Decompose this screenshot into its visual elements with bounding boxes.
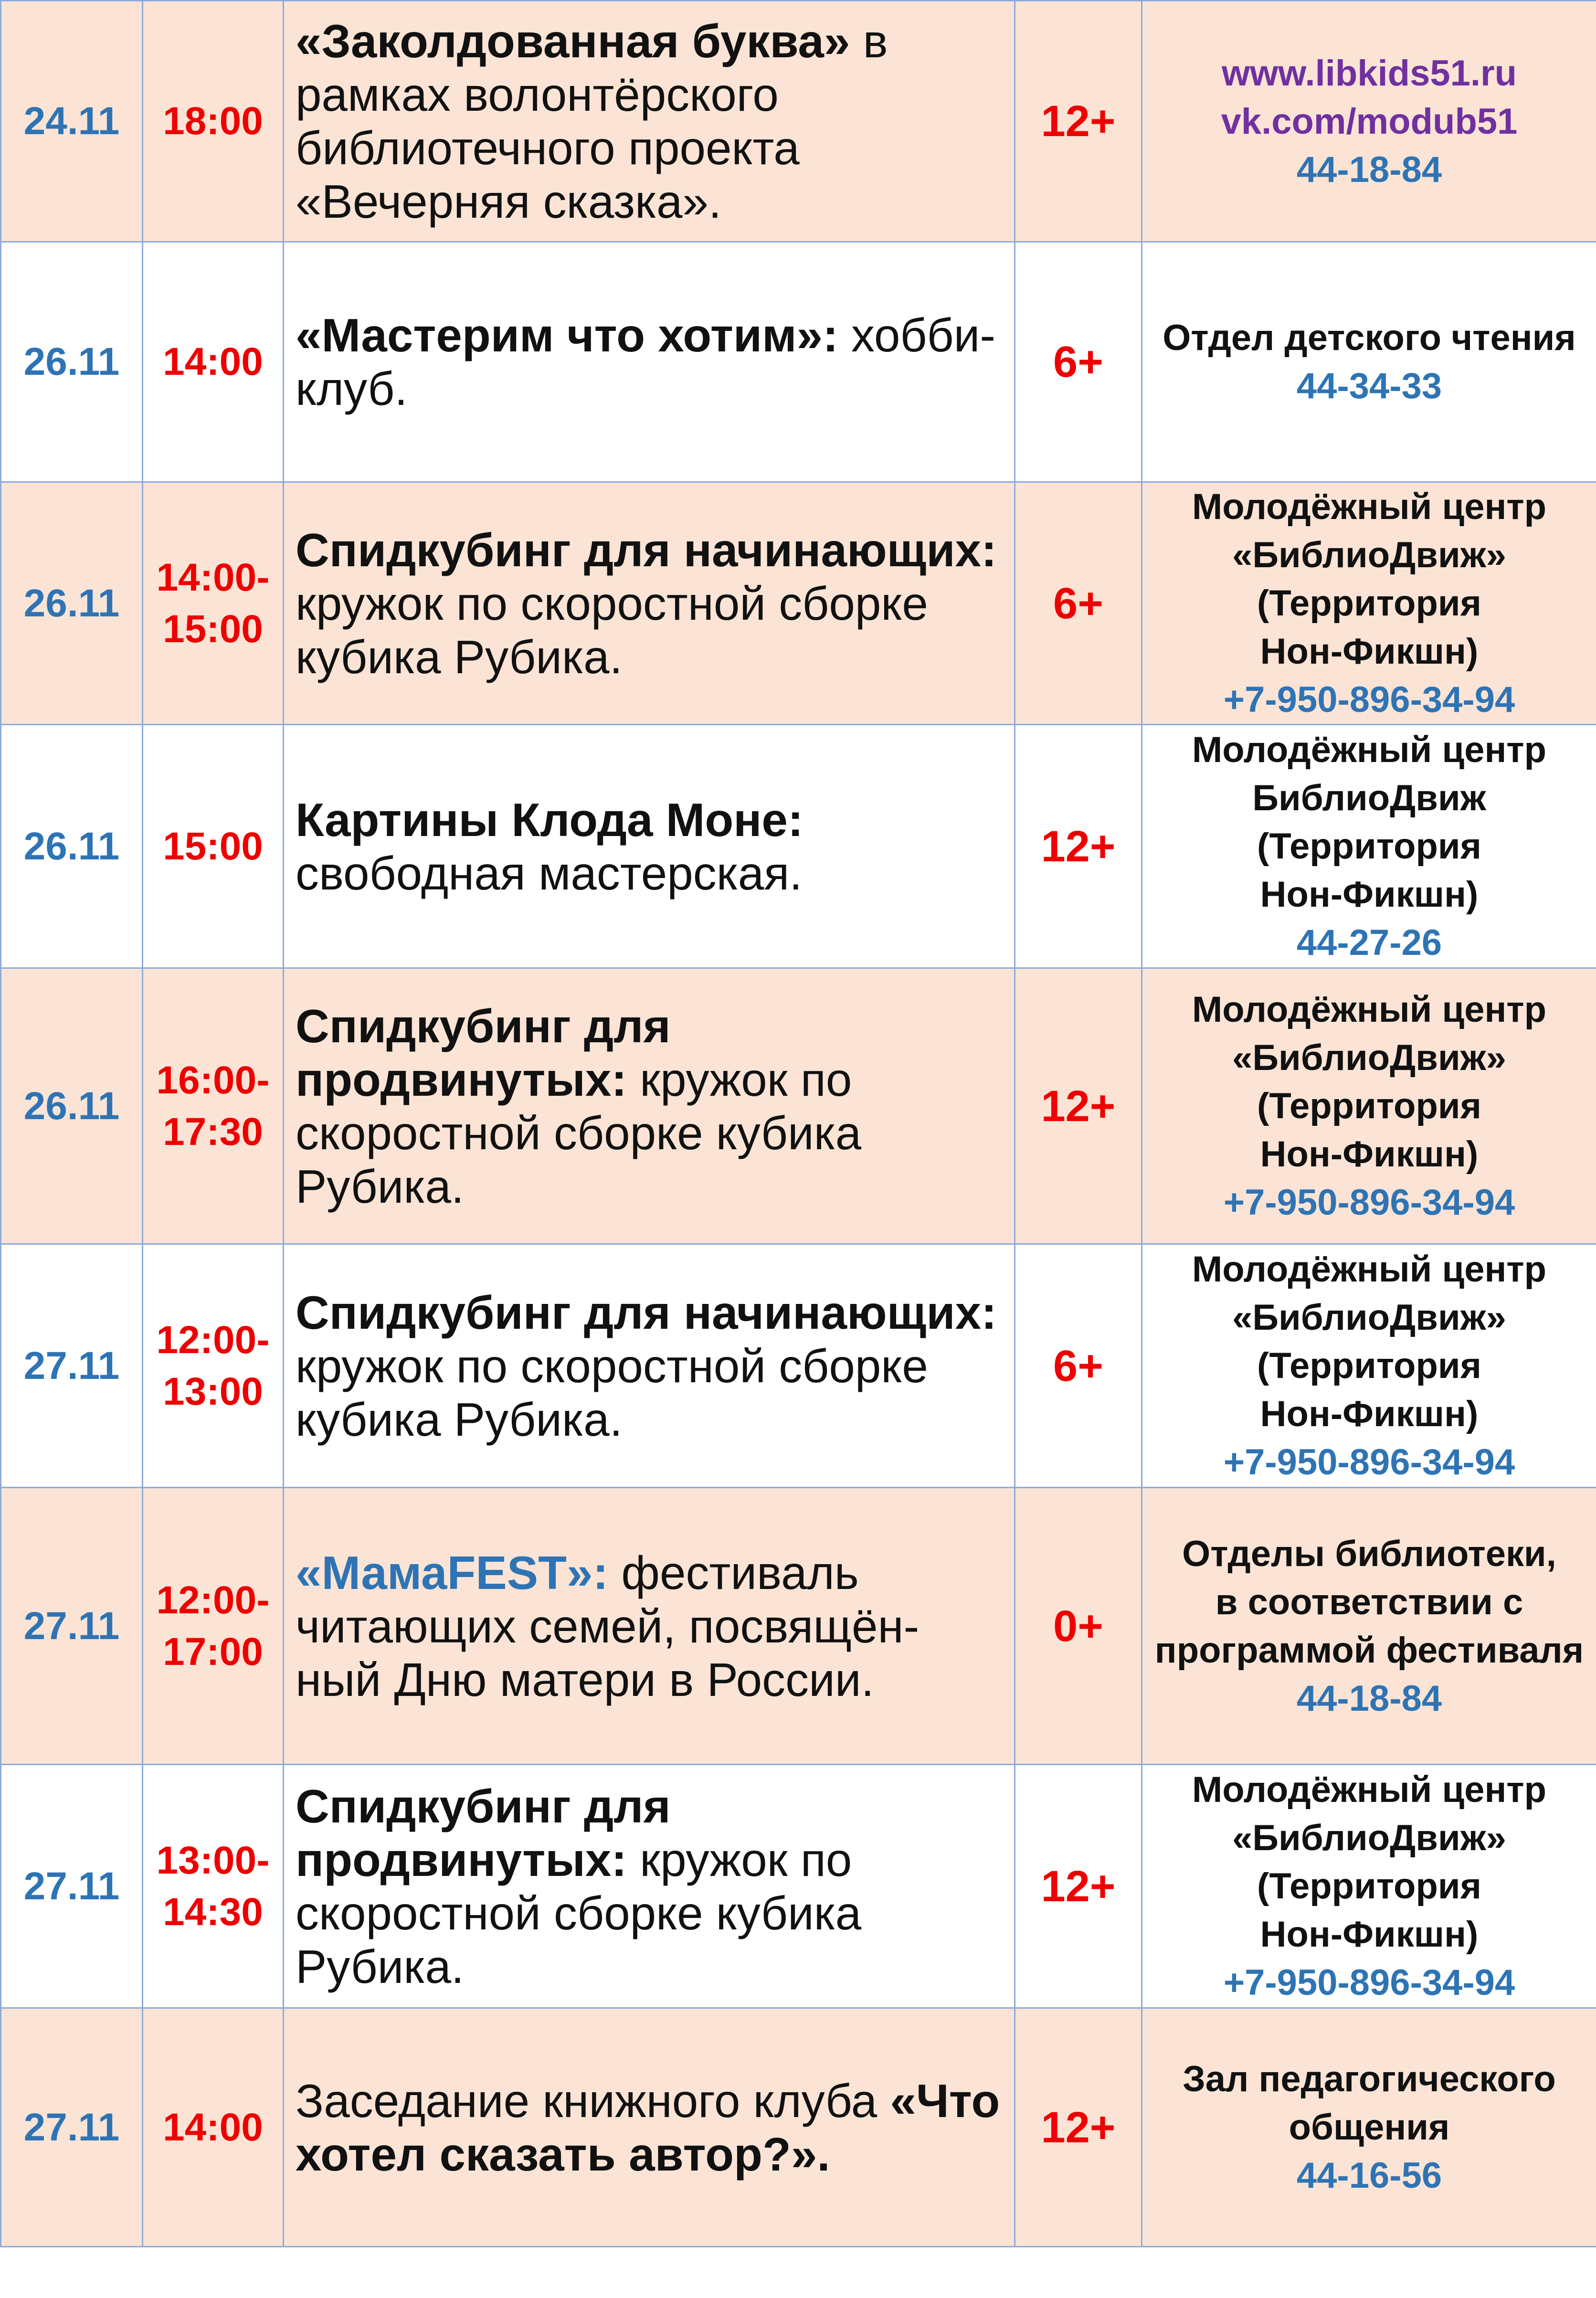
- description-cell: [284, 242, 1015, 482]
- event-time: 18:00: [163, 99, 263, 143]
- age-cell: [1015, 1765, 1142, 2008]
- contact-org-line: Молодёжный центр: [1192, 1769, 1547, 1810]
- website-link[interactable]: www.libkids51.ru: [1221, 53, 1517, 94]
- contact-cell: [1142, 1, 1596, 242]
- description-cell: [284, 1765, 1015, 2008]
- contact-org-line: Молодёжный центр: [1192, 1249, 1547, 1290]
- contact-phone: +7-950-896-34-94: [1223, 1962, 1515, 2003]
- description-cell: [284, 725, 1015, 968]
- event-details: кружок по скоростной сборке кубика Рубика.: [296, 1833, 862, 1993]
- contact-org-line: Отделы библиотеки,: [1182, 1533, 1556, 1574]
- age-rating: 12+: [1041, 822, 1116, 871]
- event-title: «Заколдованная буква»: [296, 15, 850, 67]
- contact-org-line: Нон-Фикшн): [1260, 631, 1479, 672]
- event-time: 15:00: [163, 824, 263, 868]
- event-time-start: 13:00-: [156, 1838, 270, 1882]
- event-time: 14:00: [163, 2105, 263, 2149]
- contact-cell: [1142, 725, 1596, 968]
- event-date: 27.11: [23, 1344, 120, 1387]
- contact-cell: [1142, 482, 1596, 725]
- contact-phone: +7-950-896-34-94: [1223, 1182, 1515, 1223]
- description-cell: [284, 1, 1015, 242]
- contact-org-line: Нон-Фикшн): [1260, 1914, 1479, 1955]
- age-rating: 0+: [1053, 1601, 1103, 1651]
- age-rating: 12+: [1041, 97, 1116, 146]
- event-description: [284, 1286, 1014, 1446]
- date-cell: [1, 1765, 143, 2008]
- event-description: [284, 14, 1014, 228]
- event-time-end: 15:00: [163, 607, 263, 651]
- event-date: 27.11: [23, 2105, 120, 2149]
- event-time-end: 14:30: [163, 1890, 263, 1934]
- age-cell: [1015, 1, 1142, 242]
- contact-org-line: Зал педагогического: [1183, 2059, 1556, 2099]
- contact-org-line: программой фестиваля: [1154, 1630, 1584, 1671]
- contact-org-line: (Территория: [1257, 1086, 1481, 1126]
- age-cell: [1015, 482, 1142, 725]
- event-date: 24.11: [23, 99, 120, 143]
- date-cell: [1, 1488, 143, 1765]
- age-cell: [1015, 968, 1142, 1244]
- contact-org-line: (Территория: [1257, 1866, 1481, 1906]
- contact-org-line: «БиблиоДвиж»: [1232, 535, 1506, 575]
- event-details: Заседание книжного клуба: [296, 2074, 890, 2127]
- table-row: [1, 482, 1596, 725]
- age-rating: 6+: [1053, 579, 1103, 628]
- table-row: [1, 968, 1596, 1244]
- event-title: Спидкубинг для начинающих:: [296, 1286, 997, 1339]
- contact-org-line: Нон-Фикшн): [1260, 874, 1479, 915]
- event-description: [284, 2074, 1014, 2181]
- time-cell: [143, 2008, 284, 2247]
- contact-org-line: (Территория: [1257, 1345, 1481, 1386]
- table-row: [1, 725, 1596, 968]
- contact-org-line: БиблиоДвиж: [1252, 778, 1486, 818]
- event-time-start: 14:00-: [156, 555, 270, 599]
- event-time: 14:00: [163, 340, 263, 383]
- age-rating: 6+: [1053, 338, 1103, 386]
- event-details: кружок по скоростной сборке кубика Рубика.: [296, 577, 928, 683]
- age-cell: [1015, 242, 1142, 482]
- event-date: 26.11: [23, 824, 120, 868]
- time-cell: [143, 725, 284, 968]
- time-cell: [143, 1765, 284, 2008]
- table-row: [1, 1244, 1596, 1488]
- event-title: «Что хотел сказать автор?».: [296, 2074, 1000, 2181]
- event-details: хобби-клуб.: [296, 309, 995, 415]
- contact-org-line: (Территория: [1257, 583, 1481, 624]
- event-time-start: 12:00-: [156, 1318, 270, 1362]
- date-cell: [1, 2008, 143, 2247]
- contact-org-line: общения: [1289, 2107, 1450, 2148]
- contact-org-line: Отдел детского чтения: [1163, 318, 1576, 358]
- date-cell: [1, 725, 143, 968]
- contact-phone: +7-950-896-34-94: [1223, 679, 1515, 720]
- contact-org-line: Молодёжный центр: [1192, 989, 1547, 1030]
- event-title: «МамаFEST»:: [296, 1546, 609, 1599]
- contact-cell: [1142, 242, 1596, 482]
- contact-cell: [1142, 1765, 1596, 2008]
- event-details: в рамках волонтёрского библиотечного проекта «Вечерняя сказка».: [296, 15, 888, 228]
- event-title: Спидкубинг для продвинутых:: [296, 999, 671, 1106]
- table-row: [1, 1488, 1596, 1765]
- table-row: [1, 1, 1596, 242]
- event-description: [284, 1779, 1014, 1993]
- event-description: [284, 308, 1014, 415]
- event-date: 26.11: [23, 1084, 120, 1128]
- event-time-end: 13:00: [163, 1369, 263, 1413]
- time-cell: [143, 1244, 284, 1488]
- time-cell: [143, 242, 284, 482]
- time-cell: [143, 482, 284, 725]
- contact-phone: 44-27-26: [1296, 922, 1442, 963]
- age-rating: 12+: [1041, 2103, 1116, 2152]
- description-cell: [284, 968, 1015, 1244]
- age-cell: [1015, 2008, 1142, 2247]
- contact-org-line: «БиблиоДвиж»: [1232, 1038, 1506, 1078]
- contact-org-line: Нон-Фикшн): [1260, 1394, 1479, 1434]
- contact-phone: 44-34-33: [1296, 366, 1442, 406]
- events-schedule-body: [1, 1, 1596, 2247]
- contact-org-line: «БиблиоДвиж»: [1232, 1297, 1506, 1338]
- contact-org-line: «БиблиоДвиж»: [1232, 1818, 1506, 1858]
- event-title: «Мастерим что хотим»:: [296, 309, 838, 361]
- time-cell: [143, 1, 284, 242]
- contact-cell: [1142, 2008, 1596, 2247]
- table-row: [1, 2008, 1596, 2247]
- event-details: свободная мастерская.: [296, 847, 803, 900]
- time-cell: [143, 1488, 284, 1765]
- event-time-start: 12:00-: [156, 1578, 270, 1622]
- contact-org-line: Молодёжный центр: [1192, 487, 1547, 527]
- contact-org-line: Нон-Фикшн): [1260, 1134, 1479, 1175]
- contact-org-line: (Территория: [1257, 826, 1481, 867]
- description-cell: [284, 482, 1015, 725]
- event-time-start: 16:00-: [156, 1058, 270, 1102]
- event-description: [284, 1546, 1014, 1706]
- date-cell: [1, 1244, 143, 1488]
- contact-cell: [1142, 968, 1596, 1244]
- event-date: 26.11: [23, 581, 120, 625]
- contact-cell: [1142, 1488, 1596, 1765]
- event-description: [284, 793, 1014, 900]
- age-cell: [1015, 1244, 1142, 1488]
- description-cell: [284, 1244, 1015, 1488]
- age-rating: 6+: [1053, 1341, 1103, 1390]
- contact-phone: 44-16-56: [1296, 2155, 1442, 2196]
- event-time-end: 17:00: [163, 1630, 263, 1673]
- age-rating: 12+: [1041, 1862, 1116, 1911]
- contact-phone: 44-18-84: [1296, 149, 1442, 190]
- date-cell: [1, 968, 143, 1244]
- table-row: [1, 1765, 1596, 2008]
- date-cell: [1, 1, 143, 242]
- event-date: 26.11: [23, 340, 120, 383]
- event-title: Спидкубинг для начинающих:: [296, 523, 997, 576]
- age-cell: [1015, 1488, 1142, 1765]
- contact-cell: [1142, 1244, 1596, 1488]
- event-time-end: 17:30: [163, 1110, 263, 1154]
- description-cell: [284, 2008, 1015, 2247]
- event-details: кружок по скоростной сборке кубика Рубика.: [296, 1339, 928, 1446]
- event-details: фестиваль читающих семей, посвящён-ный Дню матери в России.: [296, 1546, 920, 1706]
- contact-org-line: в соответствии с: [1215, 1581, 1523, 1622]
- event-date: 27.11: [23, 1864, 120, 1908]
- contact-org-line: Молодёжный центр: [1192, 730, 1547, 770]
- event-description: [284, 523, 1014, 684]
- contact-phone: 44-18-84: [1296, 1678, 1442, 1719]
- event-title: Картины Клода Моне:: [296, 793, 803, 846]
- date-cell: [1, 242, 143, 482]
- age-cell: [1015, 725, 1142, 968]
- date-cell: [1, 482, 143, 725]
- event-details: кружок по скоростной сборке кубика Рубика.: [296, 1053, 862, 1213]
- description-cell: [284, 1488, 1015, 1765]
- table-row: [1, 242, 1596, 482]
- event-description: [284, 999, 1014, 1213]
- age-rating: 12+: [1041, 1081, 1116, 1131]
- time-cell: [143, 968, 284, 1244]
- contact-phone: +7-950-896-34-94: [1223, 1442, 1515, 1483]
- event-date: 27.11: [23, 1604, 120, 1648]
- event-title: Спидкубинг для продвинутых:: [296, 1779, 671, 1886]
- vk-link[interactable]: vk.com/modub51: [1221, 101, 1518, 142]
